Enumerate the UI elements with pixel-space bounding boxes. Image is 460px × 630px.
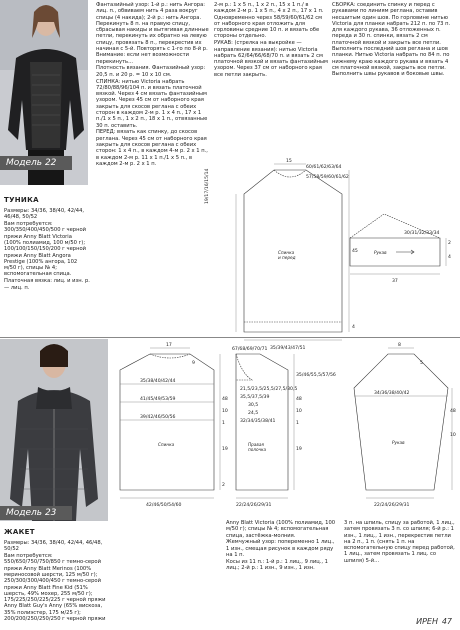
d3-a4: 24,5 — [248, 411, 259, 416]
d3-side1: 35/46/55,5/57/56 — [296, 373, 336, 378]
d2-a1: 35/38/40/42/44 — [140, 379, 176, 384]
model-23-materials: Вам потребуется: 550/650/750/750/850 г темно-серой пряжи Anny Blatt Merinos (100% мериносовой шерсти, 125 м/50 г); 250/300/300/400/450 г темно-серой пряжи Anny Blatt Fine Kid (51% шерсть, 49% мохер, 255 м/50 г); 175/225/250/225/225 г черной пряжи Anny Blatt Guy's Anny (65% вискоза, 35% полиэстер, 175 м/25 г); 200/200/250/250/250 г черной пряжи — [4, 553, 106, 623]
model-23-left-column — [4, 540, 108, 623]
sleeve-description: РУКАВ: (стрелка на выкройке — направление вязания): нитью Victoria набрать 62/64/66/68/70 п. и вязать 2 см платочной вязкой и вязать фантазийным узором. Через 37 см от наборного края все петли закрыть. — [214, 40, 328, 78]
section-divider — [0, 337, 460, 338]
model-23-label: Модель 23 — [6, 508, 57, 518]
model-23-sizes: Размеры: 34/36, 38/40, 42/44, 46/48, 50/52 — [4, 540, 103, 553]
d1-sleeve-w: 30/31/32/33/34 — [404, 231, 440, 236]
d4-t5: 5 — [420, 361, 423, 366]
d2-s1: 1 — [222, 421, 225, 426]
d3-label: Правая полочка — [248, 442, 267, 452]
d1-top: 15 — [286, 159, 292, 164]
d1-h45: 45 — [352, 249, 358, 254]
model-22-title: ТУНИКА — [4, 196, 39, 204]
model-23-col2 — [110, 520, 222, 620]
model-23-sleeve-schematic — [344, 340, 460, 510]
d3-a3: 30,5 — [248, 403, 259, 408]
d1-sleeve: Рукав — [374, 250, 387, 255]
back-description: СПИНКА: нитью Victoria набрать 72/80/88/96/104 п. и вязать платочной вязкой. Через 4 см вязать фантазийным узором. Через 45 см от наборного края закрыть для скосов реглана с обеих сторон в каждом 2-м р. 1 х 4 п., 17 х 1 п./1 х 5 п., 1 х 2 п., 18 х 1 п., отвязанные 30 п. оставить. — [96, 78, 208, 129]
d1-front-h: 60/61/62/63/64 — [306, 165, 342, 170]
gauge-description: Плотность вязания. Фантазийный узор: 20,5 п. и 20 р. = 10 х 10 см. — [96, 65, 206, 78]
d4-t8: 8 — [398, 343, 401, 348]
d4-s48: 48 — [450, 409, 456, 414]
model-22-left-column — [4, 208, 90, 333]
model-22-col2 — [96, 2, 210, 334]
d2-t9: 9 — [192, 361, 195, 366]
model-22-plain-stitch: Платочная вязка: лиц. и изн. р. — лиц. п. — [4, 278, 90, 291]
d1-s2: 2 — [448, 241, 451, 246]
d1-h4: 4 — [352, 325, 355, 330]
d2-s2: 2 — [222, 483, 225, 488]
cable-stitch: Косы из 11 п.: 1-й р.: 1 лиц., 9 лиц., 1 лиц.; 2-й р.: 1 изн., 9 изн., 1 изн. — [226, 558, 328, 572]
model-22-col4 — [332, 2, 456, 152]
model-22-sizes: Размеры: 34/36, 38/40, 42/44, 46/48, 50/52 — [4, 208, 85, 221]
model-22-label: Модель 22 — [6, 158, 57, 168]
front-description: ПЕРЕД: вязать как спинку, до скосов реглана. Через 45 см от наборного края закрыть для скосов реглана с обеих сторон: 1 х 4 п., в каждом 4-м р. 2 х 1 п., в каждом 2-м р. 11 х 1 п./1 х 5 п., в каждом 2-м р. 2 х 1 п. — [96, 129, 208, 167]
d1-side2: 57/58/59/60/61/62 — [306, 175, 349, 180]
d2-width: 42/46/50/54/60 — [146, 503, 182, 508]
model-23-photo — [0, 339, 108, 521]
d2-t17: 17 — [166, 343, 172, 348]
d3-a1: 21,5/23,5/25,5/27,5/30,5 — [240, 387, 298, 392]
d2-a3: 39/42/46/50/56 — [140, 415, 176, 420]
d3-s10: 10 — [296, 409, 302, 414]
model-23-illustration — [0, 339, 108, 521]
neck-description: 2-м р.: 1 х 5 п., 1 х 2 п., 15 х 1 п./ в каждом 2-м р. 1 х 5 п., 4 х 2 п., 17 х 1 п. Одновременно через 58/59/60/61/62 см от наборного края отложить для горловины средние 10 п. и вязать обе стороны отдельно. — [214, 2, 324, 40]
page-number — [416, 614, 452, 627]
d3-width: 22/24/26/29/31 — [236, 503, 272, 508]
d3-a2: 35,5/37,5/39 — [240, 395, 270, 400]
d1-label: Спинка и перед — [278, 250, 296, 260]
d4-s10: 10 — [450, 433, 456, 438]
model-22-schematic — [205, 154, 460, 354]
d1-width: 35/39/43/47/51 — [270, 346, 306, 351]
d3-r1: 67/68/69/70/71 — [232, 347, 268, 352]
d4-width: 22/24/26/29/31 — [374, 503, 410, 508]
materials-continued: Anny Blatt Victoria (100% полиамид, 100 м/50 г); спицы № 4; вспомогательная спица, застёжка-молния. — [226, 520, 336, 539]
d1-sleeve-len: 37 — [392, 279, 398, 284]
model-23-col3 — [226, 520, 338, 620]
assembly-description: СБОРКА: соединить спинку и перед с рукавами по линиям реглана, оставив несшитым один шов. По горловине нитью Victoria для планки набрать 212 п. по 73 п. для каждого рукава, 36 отложенных п. переда и 30 п. спинки, вязать 2 см платочной вязкой и закрыть все петли. Выполнить последний шов реглана и шов планки. Нитью Victoria набрать по 84 п. по нижнему краю каждого рукава и вязать 4 см платочной вязкой, закрыть все петли. Выполнить швы рукавов и боковые швы. — [332, 2, 451, 78]
model-22-materials: Вам потребуется: 300/350/400/450/500 г черной пряжи Anny Blatt Victoria (100% полиамид, 100 м/50 г); 100/100/150/150/200 г черной пряжи Anny Blatt Angora Prestige (100% ангора, 102 м/50 г), спицы № 4; вспомогательная спица. — [4, 221, 87, 278]
d3-a5: 32/34/35/38/41 — [240, 419, 276, 424]
d2-a2: 41/45/49/53/59 — [140, 397, 176, 402]
d2-label: Спинка — [158, 442, 175, 447]
d1-s4: 4 — [448, 255, 451, 260]
d1-side1: 19/17/16/15/14 — [205, 168, 210, 204]
d2-s19: 19 — [222, 447, 228, 452]
d4-label: Рукав — [392, 440, 405, 445]
pattern-description: Фантазийный узор: 1-й р.: нить Ангора: лиц. п., обвиваем нить 4 раза вокруг спицы (4 накида); 2-й р.: нить Ангора. Перекинуть 8 п. на правую спицу, сбрасывая накиды и вытягивая длинные петли, перекинуть их обратно на левую спицу, провязать 8 п., перекрестив их начиная с 5-й. Повторять с 1-го по 8-й р. Внимание: если нет возможности перекинуть... — [96, 2, 209, 65]
model-23-front-schematic — [226, 340, 346, 510]
page-num: 47 — [441, 617, 452, 626]
model-22-band — [0, 156, 72, 170]
model-23-band — [0, 506, 72, 520]
d3-s1: 1 — [296, 421, 299, 426]
d3-s19: 19 — [296, 447, 302, 452]
d2-s48: 48 — [222, 397, 228, 402]
cable-rows: 3 п. на шпиль, спицу за работой, 1 лиц., затем провязать 3 п. со шпиля; 6-й р.: 1 изн., 1 лиц., 1 изн., перекрестив петли на 2 п., 1 п. (снять 1 п. на вспомогательную спицу перед работой, 1 лиц., затем провязать 1 лиц. со шпиля) 5-й... — [344, 520, 455, 564]
pearl-stitch: Жемчужный узор: попеременно 1 лиц., 1 изн., смещая рисунок в каждом ряду на 1 п. — [226, 539, 335, 558]
d2-s10: 10 — [222, 409, 228, 414]
model-23-col4 — [344, 520, 456, 610]
model-23-title: ЖАКЕТ — [4, 528, 35, 536]
brand-name: ИРЕН — [416, 617, 438, 626]
d4-a1: 34/36/38/40/42 — [374, 391, 410, 396]
model-23-back-schematic — [110, 340, 230, 510]
d3-s48: 48 — [296, 397, 302, 402]
model-22-col3 — [214, 2, 328, 152]
